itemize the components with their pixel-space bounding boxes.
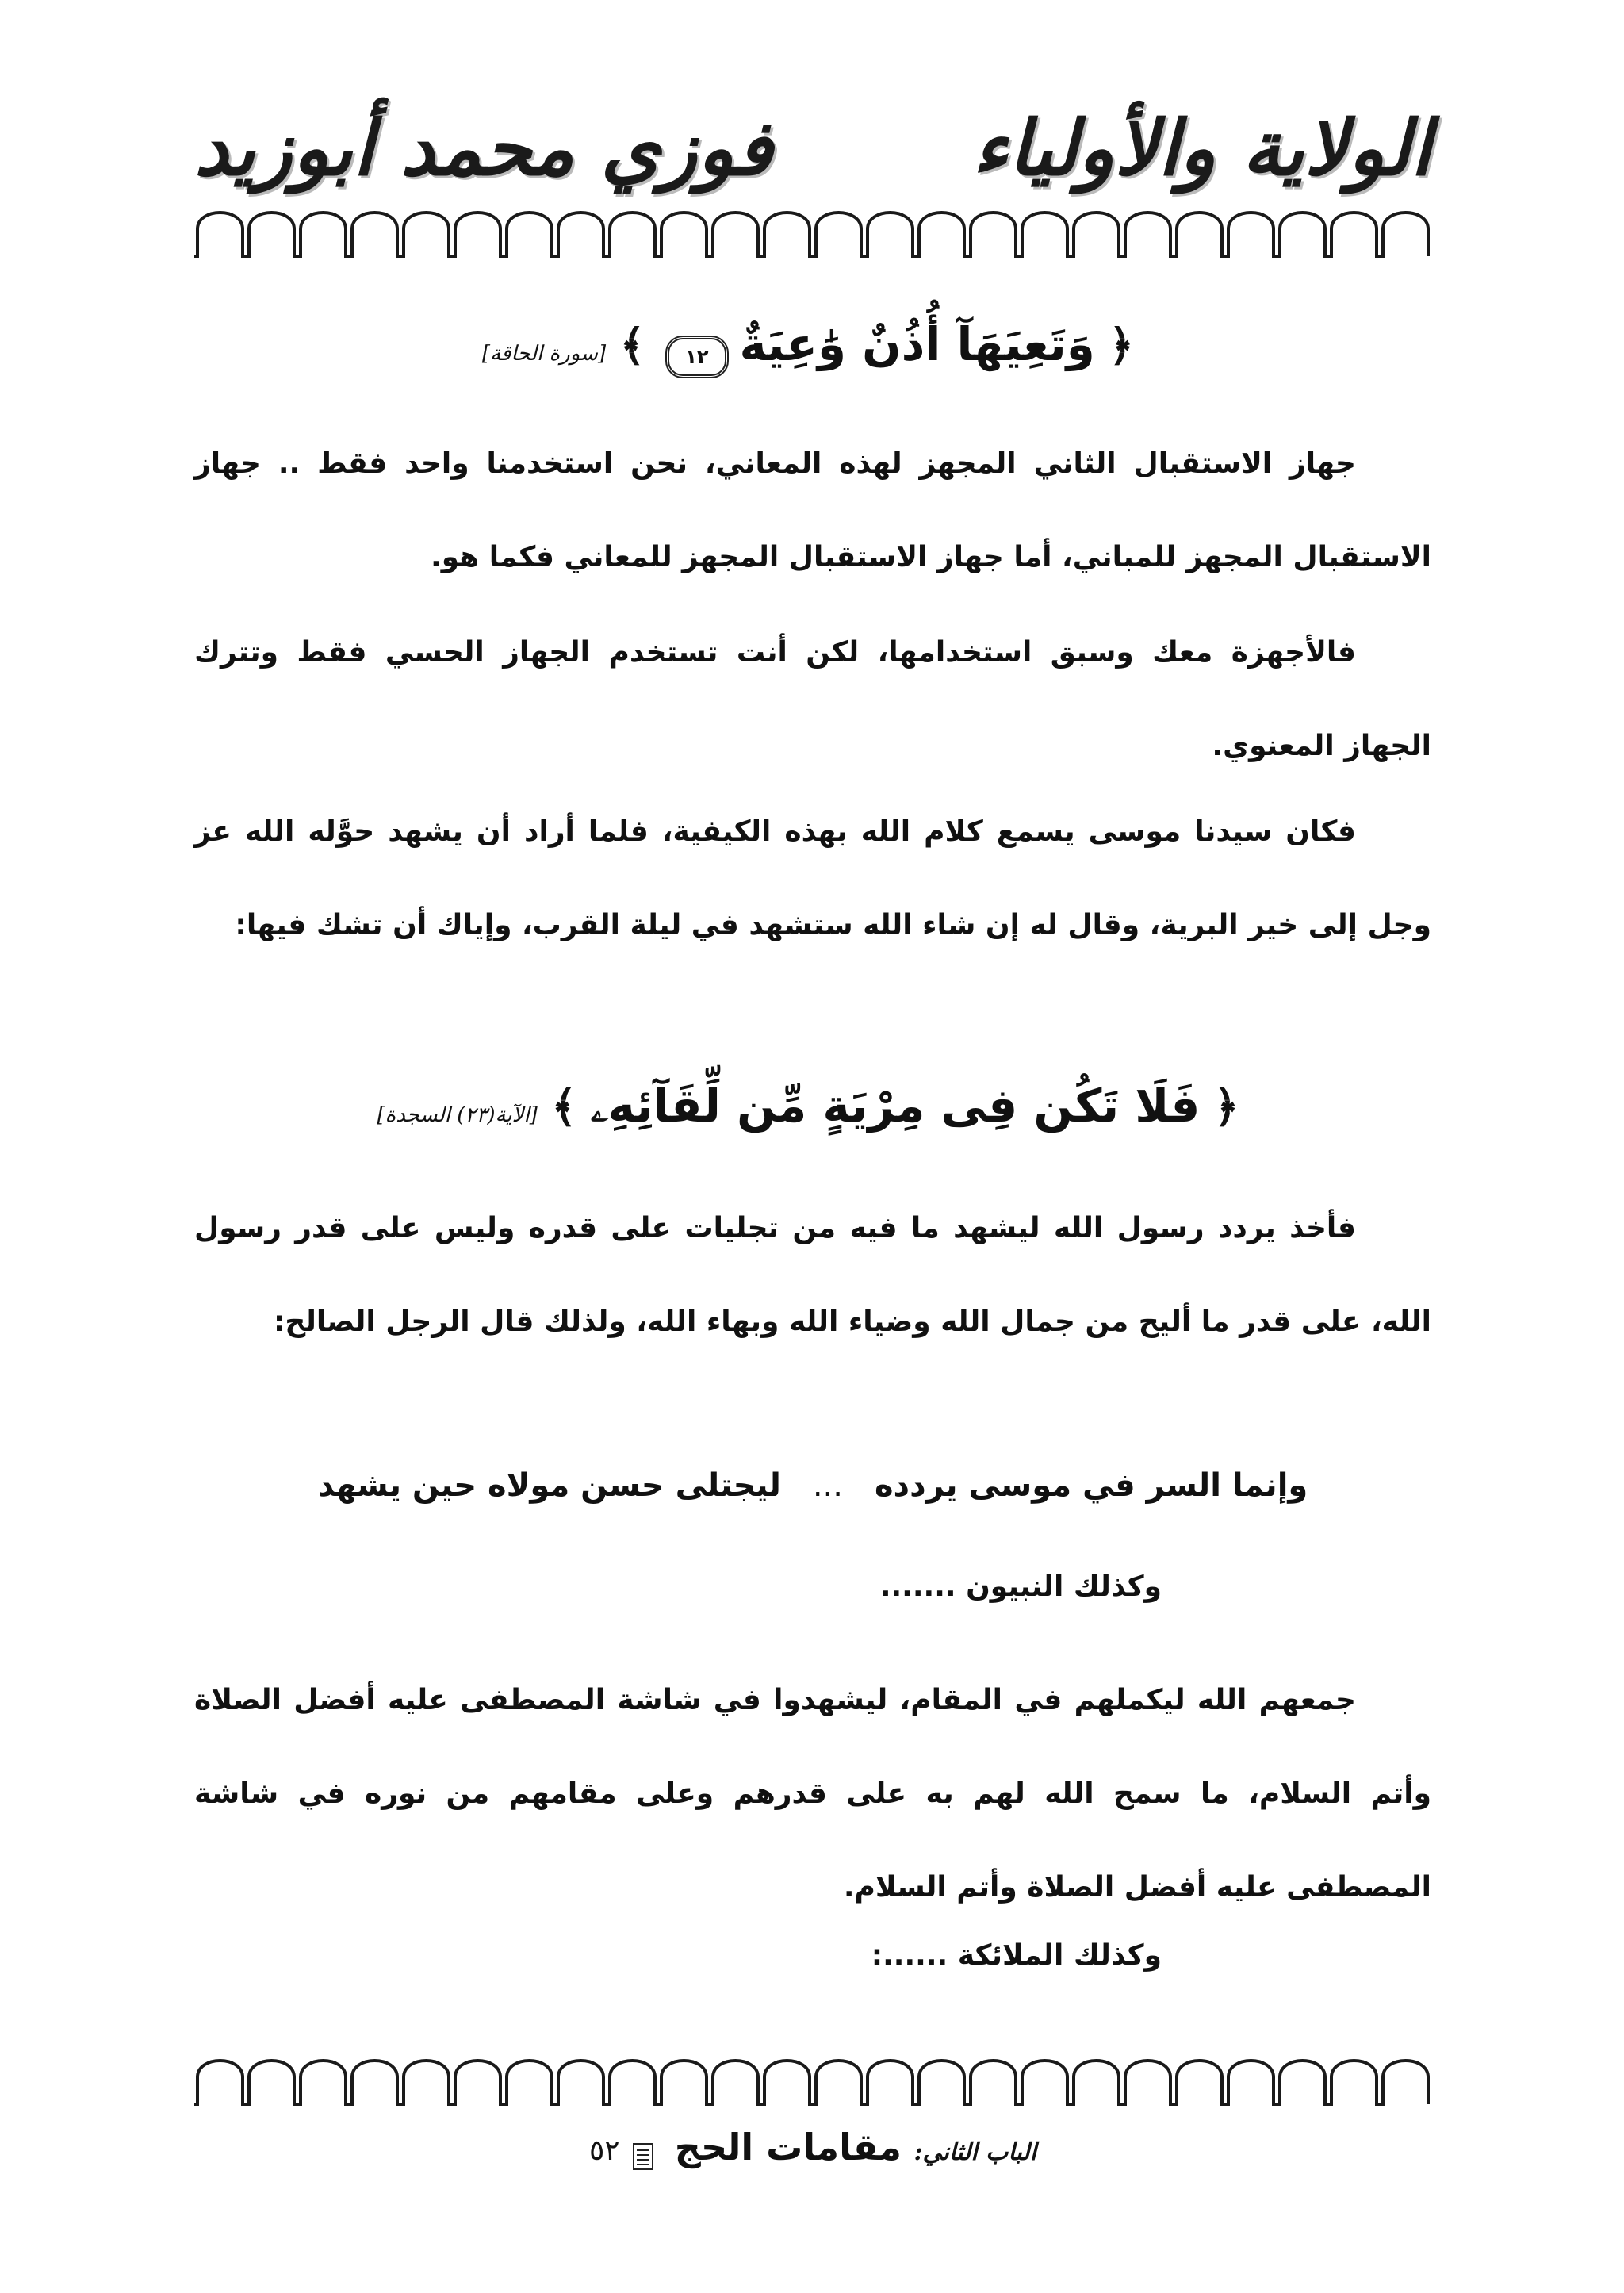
verse-close-bracket: ﴾ xyxy=(551,1082,577,1132)
poem-verse xyxy=(194,1467,1431,1504)
author-name: فوزي محمد أبوزيد xyxy=(194,103,773,193)
paragraph-text: فالأجهزة معك وسبق استخدامها، لكن أنت تستخدم الجهاز الحسي فقط وتترك الجهاز المعنوي. xyxy=(194,636,1431,762)
quran-verse-2 xyxy=(194,1079,1431,1133)
quran-verse-1 xyxy=(194,317,1431,378)
poem-separator: ... xyxy=(812,1467,843,1504)
page-icon xyxy=(632,2142,654,2171)
paragraph xyxy=(194,417,1431,604)
chapter-label: الباب الثاني: xyxy=(914,2138,1037,2166)
verse-close-bracket: ﴾ xyxy=(619,320,645,370)
bottom-arch-border xyxy=(194,2050,1431,2107)
paragraph xyxy=(194,785,1431,972)
angels-line-text: وكذلك الملائكة ......: xyxy=(871,1939,1162,1972)
book-title: الولاية والأولياء xyxy=(972,103,1431,193)
verse-text: فَلَا تَكُن فِى مِرْيَةٍ مِّن لِّقَآئِهِۦ xyxy=(590,1079,1201,1133)
verse-reference: [الآية(٢٣) السجدة] xyxy=(377,1103,538,1127)
page-number: ٥٢ xyxy=(588,2134,620,2167)
verse-open-bracket: ﴿ xyxy=(1109,320,1135,370)
prophets-line xyxy=(194,1570,1431,1603)
page-header xyxy=(194,95,1431,214)
page-footer xyxy=(194,2126,1431,2171)
paragraph xyxy=(194,606,1431,793)
paragraph xyxy=(194,1182,1431,1369)
poem-hemistich-2: ليجتلى حسن مولاه حين يشهد xyxy=(317,1467,781,1504)
poem-hemistich-1: وإنما السر في موسى يردده xyxy=(874,1467,1308,1504)
prophets-line-text: وكذلك النبيون ....... xyxy=(879,1570,1162,1603)
angels-line xyxy=(194,1939,1431,1972)
chapter-title: مقامات الحج xyxy=(674,2126,902,2168)
paragraph-text: فأخذ يردد رسول الله ليشهد ما فيه من تجليات على قدره وليس على قدر رسول الله، على قدر ما أليح من جمال الله وضياء الله وبهاء الله، ولذلك قال الرجل الصالح: xyxy=(194,1212,1431,1338)
paragraph-text: جهاز الاستقبال الثاني المجهز لهذه المعاني، نحن استخدمنا واحد فقط .. جهاز الاستقبال المجهز للمباني، أما جهاز الاستقبال المجهز للمعاني فكما هو. xyxy=(194,447,1431,573)
paragraph xyxy=(194,1654,1431,1934)
ayah-number-marker: ١٢ xyxy=(665,336,729,378)
verse-text: وَتَعِيَهَآ أُذُنٌ وَٰعِيَةٌ xyxy=(739,317,1095,371)
verse-reference: [سورة الحاقة] xyxy=(481,342,607,366)
paragraph-text: جمعهم الله ليكملهم في المقام، ليشهدوا في شاشة المصطفى عليه أفضل الصلاة وأتم السلام، ما سمح الله لهم به على قدرهم وعلى مقامهم من نوره في شاشة المصطفى عليه أفضل الصلاة وأتم السلام. xyxy=(194,1684,1431,1904)
verse-open-bracket: ﴿ xyxy=(1213,1082,1239,1132)
paragraph-text: فكان سيدنا موسى يسمع كلام الله بهذه الكيفية، فلما أراد أن يشهد حوَّله الله عز وجل إلى خير البرية، وقال له إن شاء الله ستشهد في ليلة القرب، وإياك أن تشك فيها: xyxy=(194,815,1431,941)
top-arch-border xyxy=(194,202,1431,259)
